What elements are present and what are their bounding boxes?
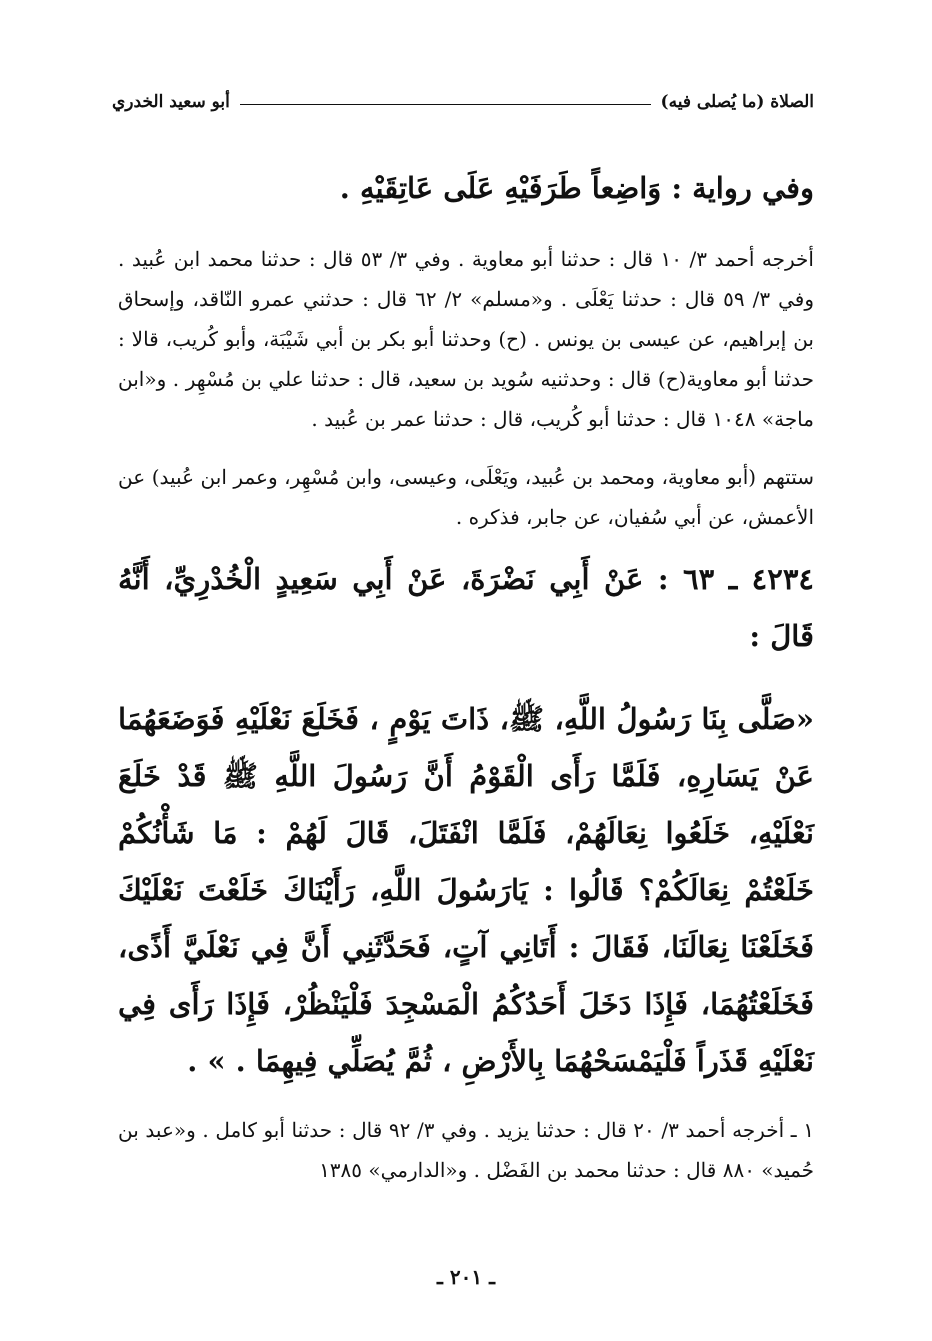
summary-paragraph: ستتهم (أبو معاوية، ومحمد بن عُبيد، ويَعْلَى، وعيسى، وابن مُسْهِر، وعمر ابن عُبيد) عن الأعمش، عن أبي سُفيان، عن جابر، فذكره . xyxy=(118,465,814,529)
header-rule xyxy=(240,104,651,105)
running-header xyxy=(112,92,814,112)
narrator-name: أبو سعيد الخدري xyxy=(112,92,230,112)
hadith-heading: ٤٢٣٤ ـ ٦٣ : عَنْ أَبِي نَضْرَةَ، عَنْ أَبِي سَعِيدٍ الْخُدْرِيِّ، أَنَّهُ قَالَ : xyxy=(118,562,814,653)
chapter-title: الصلاة (ما يُصلى فيه) xyxy=(660,92,814,112)
riwaya-paragraph: وفي رواية : وَاضِعاً طَرَفَيْهِ عَلَى عَاتِقَيْهِ . xyxy=(339,171,814,205)
takhrij-paragraph-2: ١ ـ أخرجه أحمد ٣/ ٢٠ قال : حدثنا يزيد . وفي ٣/ ٩٢ قال : حدثنا أبو كامل . و«عبد بن حُميد» ٨٨٠ قال : حدثنا محمد بن الفَضْل . و«الدارمي» ١٣٨٥ xyxy=(118,1118,814,1182)
page-body xyxy=(118,160,814,1190)
hadith-text: «صَلَّى بِنَا رَسُولُ اللَّهِ، ﷺ، ذَاتَ يَوْمٍ ، فَخَلَعَ نَعْلَيْهِ فَوَضَعَهُمَا عَنْ يَسَارِهِ، فَلَمَّا رَأَى الْقَوْمُ أَنَّ رَسُولَ اللَّهِ ﷺ قَدْ خَلَعَ نَعْلَيْهِ، خَلَعُوا نِعَالَهُمْ، فَلَمَّا انْفَتَلَ، قَالَ لَهُمْ : مَا شَأْنُكُمْ خَلَعْتُمْ نِعَالَكُمْ؟ قَالُوا : يَارَسُولَ اللَّهِ، رَأَيْنَاكَ خَلَعْتَ نَعْلَيْكَ فَخَلَعْنَا نِعَالَنَا، فَقَالَ : أَتَانِي آتٍ، فَحَدَّثَنِي أَنَّ فِي نَعْلَيَّ أَذًى، فَخَلَعْتُهُمَا، فَإِذَا دَخَلَ أَحَدُكُمُ الْمَسْجِدَ فَلْيَنْظُرْ، فَإِذَا رَأَى فِي نَعْلَيْهِ قَذَراً فَلْيَمْسَحْهُمَا بِالأَرْضِ ، ثُمَّ يُصَلِّي فِيهِمَا . » . xyxy=(118,702,814,1078)
page-number: ـ ٢٠١ ـ xyxy=(437,1265,495,1289)
takhrij-paragraph: أخرجه أحمد ٣/ ١٠ قال : حدثنا أبو معاوية . وفي ٣/ ٥٣ قال : حدثنا محمد ابن عُبيد . وفي ٣/ ٥٩ قال : حدثنا يَعْلَى . و«مسلم» ٢/ ٦٢ قال : حدثني عمرو النّاقد، وإسحاق بن إبراهيم، عن عيسى بن يونس . (ح) وحدثنا أبو بكر بن أبي شَيْبَة، وأبو كُريب، قالا : حدثنا أبو معاوية(ح) قال : وحدثنيه سُويد بن سعيد، قال : حدثنا علي بن مُسْهِر . و«ابن ماجة» ١٠٤٨ قال : حدثنا أبو كُريب، قال : حدثنا عمر بن عُبيد . xyxy=(118,247,814,431)
